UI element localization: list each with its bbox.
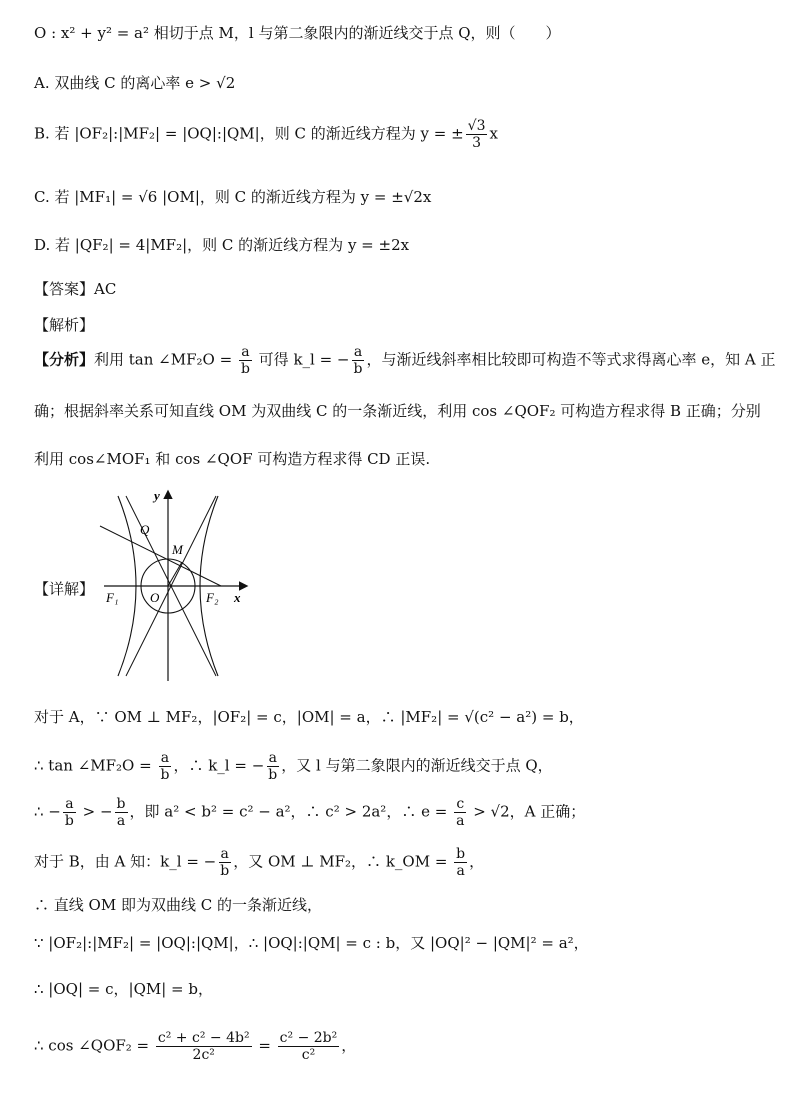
option-c: C. 若 |MF₁| = √6 |OM|，则 C 的渐近线方程为 y = ±√2x bbox=[34, 188, 432, 206]
analysis-line-3: 利用 cos∠MOF₁ 和 cos ∠QOF 可构造方程求得 CD 正误. bbox=[34, 450, 431, 468]
cos-fraction-2 bbox=[278, 1030, 340, 1063]
detail-8a: ∴ cos ∠QOF₂ = bbox=[34, 1036, 154, 1055]
analysis-text-1b: 可得 k_l = − bbox=[253, 350, 350, 369]
fraction-denominator: b bbox=[353, 361, 363, 378]
detail-2c: ，又 l 与第二象限内的渐近线交于点 Q， bbox=[281, 756, 553, 775]
fraction-numerator: a bbox=[268, 750, 277, 766]
fraction-denominator: a bbox=[116, 813, 126, 830]
detail-3b: > − bbox=[77, 802, 113, 821]
fraction-numerator: a bbox=[353, 344, 363, 360]
answer-label: 【答案】AC bbox=[34, 280, 117, 298]
fraction-denominator: b bbox=[240, 361, 250, 378]
option-b-fraction-denominator: 3 bbox=[472, 135, 482, 152]
fraction-a-over-b bbox=[266, 750, 279, 783]
line-l bbox=[100, 526, 221, 586]
fraction-b-over-a bbox=[115, 796, 128, 829]
option-a: A. 双曲线 C 的离心率 e > √2 bbox=[34, 74, 236, 92]
detail-line-6: ∵ |OF₂|:|MF₂| = |OQ|:|QM|，∴ |OQ|:|QM| = c : b，又 |OQ|² − |QM|² = a²， bbox=[34, 934, 589, 952]
fraction-denominator: a bbox=[456, 863, 465, 880]
detail-8-equals: = bbox=[253, 1036, 276, 1055]
fraction-denominator: c² bbox=[301, 1047, 316, 1064]
detail-4a: 对于 B，由 A 知：k_l = − bbox=[34, 852, 217, 871]
option-b-fraction bbox=[466, 118, 488, 151]
detail-label: 【详解】 bbox=[34, 580, 95, 598]
option-b bbox=[34, 118, 498, 151]
detail-3a: ∴ − bbox=[34, 802, 61, 821]
label-f2: F₂ bbox=[206, 590, 219, 605]
label-x: x bbox=[234, 590, 241, 605]
fraction-denominator: b bbox=[160, 767, 170, 784]
label-q: Q bbox=[140, 522, 150, 537]
detail-line-4 bbox=[34, 846, 484, 879]
fraction-a-over-b bbox=[352, 344, 365, 377]
fraction-numerator: b bbox=[116, 796, 126, 812]
detail-8-end: ， bbox=[341, 1036, 357, 1055]
label-f1: F₁ bbox=[106, 590, 119, 605]
fraction-a-over-b bbox=[158, 750, 171, 783]
hyperbola-figure bbox=[96, 486, 256, 686]
fraction-numerator: c bbox=[456, 796, 465, 812]
cos-fraction-1 bbox=[156, 1030, 252, 1063]
analysis-line-1 bbox=[34, 344, 776, 377]
analysis-heading: 【分析】 bbox=[34, 350, 95, 369]
fraction-numerator: a bbox=[241, 344, 250, 360]
detail-3c: ，即 a² < b² = c² − a²，∴ c² > 2a²，∴ e = bbox=[129, 802, 453, 821]
label-y: y bbox=[154, 488, 160, 503]
detail-4c: ， bbox=[469, 852, 485, 871]
option-b-x: x bbox=[489, 124, 498, 143]
detail-2a: ∴ tan ∠MF₂O = bbox=[34, 756, 157, 775]
analysis-line-2: 确；根据斜率关系可知直线 OM 为双曲线 C 的一条渐近线，利用 cos ∠QOF₂ 可构造方程求得 B 正确；分别 bbox=[34, 402, 761, 420]
fraction-a-over-b bbox=[239, 344, 252, 377]
detail-3d: > √2，A 正确； bbox=[468, 802, 586, 821]
detail-line-2 bbox=[34, 750, 553, 783]
fraction-numerator: a bbox=[160, 750, 170, 766]
fraction-numerator: a bbox=[220, 846, 229, 862]
fraction-numerator: a bbox=[65, 796, 74, 812]
fraction-a-over-b bbox=[218, 846, 231, 879]
fraction-denominator: b bbox=[268, 767, 278, 784]
fraction-denominator: a bbox=[456, 813, 465, 830]
option-b-fraction-numerator: √3 bbox=[467, 118, 486, 134]
fraction-numerator: c² − 2b² bbox=[279, 1030, 338, 1046]
analysis-text-1c: ，与渐近线斜率相比较即可构造不等式求得离心率 e，知 A 正 bbox=[366, 350, 776, 369]
fraction-denominator: b bbox=[220, 863, 230, 880]
analysis-text-1a: 利用 tan ∠MF₂O = bbox=[94, 350, 237, 369]
question-stem-tail: O : x² + y² = a² 相切于点 M，l 与第二象限内的渐近线交于点 Q，则（ ） bbox=[34, 24, 561, 42]
fraction-numerator: c² + c² − 4b² bbox=[157, 1030, 250, 1046]
detail-2b: ，∴ k_l = − bbox=[173, 756, 265, 775]
fraction-b-over-a bbox=[454, 846, 467, 879]
fraction-c-over-a bbox=[454, 796, 466, 829]
label-m: M bbox=[172, 542, 183, 557]
detail-line-8 bbox=[34, 1030, 356, 1063]
option-d: D. 若 |QF₂| = 4|MF₂|，则 C 的渐近线方程为 y = ±2x bbox=[34, 236, 410, 254]
detail-line-7: ∴ |OQ| = c，|QM| = b， bbox=[34, 980, 213, 998]
detail-line-1: 对于 A，∵ OM ⊥ MF₂，|OF₂| = c，|OM| = a，∴ |MF₂| = √(c² − a²) = b， bbox=[34, 708, 584, 726]
fraction-a-over-b bbox=[63, 796, 76, 829]
label-o: O bbox=[150, 590, 160, 605]
detail-4b: ，又 OM ⊥ MF₂，∴ k_OM = bbox=[233, 852, 453, 871]
segment-om bbox=[168, 562, 182, 586]
option-b-text: B. 若 |OF₂|:|MF₂| = |OQ|:|QM|，则 C 的渐近线方程为 y = ± bbox=[34, 124, 464, 143]
fraction-denominator: 2c² bbox=[192, 1047, 215, 1064]
fraction-numerator: b bbox=[456, 846, 466, 862]
detail-line-5: ∴ 直线 OM 即为双曲线 C 的一条渐近线， bbox=[34, 896, 322, 914]
fraction-denominator: b bbox=[64, 813, 74, 830]
analysis-label: 【解析】 bbox=[34, 316, 95, 334]
detail-line-3 bbox=[34, 796, 585, 829]
